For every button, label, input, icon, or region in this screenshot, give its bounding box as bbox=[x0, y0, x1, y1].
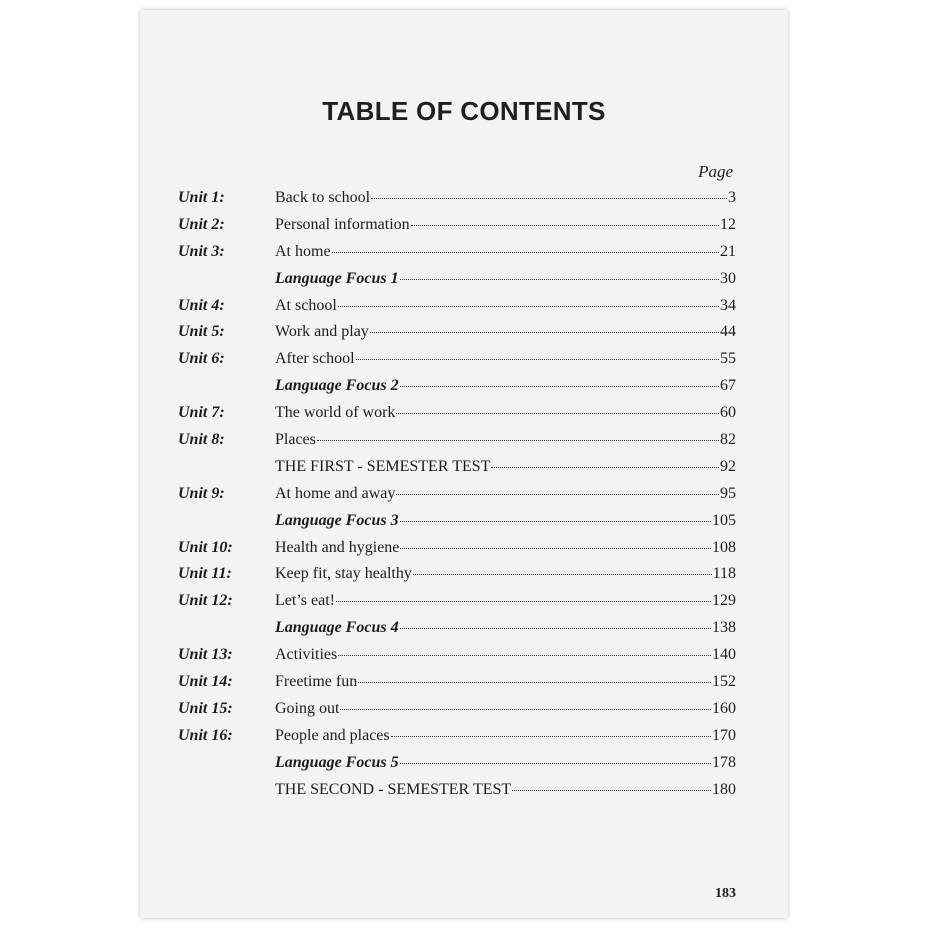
toc-page-number: 138 bbox=[712, 619, 736, 637]
toc-page-number: 67 bbox=[720, 377, 736, 395]
toc-entry-title: At home and away bbox=[275, 484, 396, 502]
dot-leader bbox=[356, 359, 719, 360]
toc-entry bbox=[275, 565, 736, 583]
toc-entry-title: People and places bbox=[275, 726, 390, 744]
toc-unit-label: Unit 9: bbox=[178, 484, 225, 502]
toc-row bbox=[178, 643, 736, 670]
toc-page-number: 118 bbox=[712, 565, 736, 583]
toc-unit-label: Unit 13: bbox=[178, 646, 233, 664]
toc-entry bbox=[275, 243, 736, 261]
toc-page-number: 140 bbox=[712, 646, 736, 664]
toc-entry bbox=[275, 619, 736, 637]
toc-page-number: 129 bbox=[712, 592, 736, 610]
toc-row bbox=[178, 428, 736, 455]
toc-entry-title: Personal information bbox=[275, 215, 410, 233]
toc-entry-title: Language Focus 5 bbox=[275, 753, 399, 771]
toc-entry bbox=[275, 539, 736, 557]
toc-row bbox=[178, 374, 736, 401]
toc-unit-label: Unit 15: bbox=[178, 699, 233, 717]
toc-row bbox=[178, 294, 736, 321]
dot-leader bbox=[491, 467, 719, 468]
toc-page-number: 170 bbox=[712, 726, 736, 744]
dot-leader bbox=[358, 682, 711, 683]
dot-leader bbox=[371, 198, 727, 199]
toc-page-number: 105 bbox=[712, 511, 736, 529]
toc-row bbox=[178, 778, 736, 805]
toc-row bbox=[178, 347, 736, 374]
toc-entry bbox=[275, 216, 736, 234]
toc-entry-title: Work and play bbox=[275, 323, 369, 341]
toc-unit-label: Unit 16: bbox=[178, 726, 233, 744]
dot-leader bbox=[400, 628, 711, 629]
toc-row bbox=[178, 240, 736, 267]
toc-entry-title: Let’s eat! bbox=[275, 592, 335, 610]
toc-entry bbox=[275, 781, 736, 799]
toc-entry-title: Freetime fun bbox=[275, 673, 358, 691]
dot-leader bbox=[396, 413, 719, 414]
toc-page-number: 82 bbox=[720, 431, 736, 449]
toc-entry-title: The world of work bbox=[275, 404, 396, 422]
toc-entry bbox=[275, 512, 736, 530]
toc-row bbox=[178, 320, 736, 347]
toc-row bbox=[178, 186, 736, 213]
toc-entry-title: Language Focus 4 bbox=[275, 619, 399, 637]
toc-row bbox=[178, 670, 736, 697]
toc-row bbox=[178, 724, 736, 751]
toc-entry-title: Language Focus 2 bbox=[275, 377, 399, 395]
toc-entry bbox=[275, 350, 736, 368]
toc-row bbox=[178, 697, 736, 724]
toc-entry bbox=[275, 700, 736, 718]
toc-unit-label: Unit 12: bbox=[178, 592, 233, 610]
toc-page-number: 55 bbox=[720, 350, 736, 368]
toc-page-number: 178 bbox=[712, 753, 736, 771]
table-of-contents bbox=[178, 186, 736, 804]
toc-row bbox=[178, 213, 736, 240]
page-title: TABLE OF CONTENTS bbox=[322, 96, 606, 126]
toc-unit-label: Unit 7: bbox=[178, 404, 225, 422]
dot-leader bbox=[370, 332, 719, 333]
toc-page-number: 92 bbox=[720, 457, 736, 475]
toc-entry bbox=[275, 189, 736, 207]
toc-entry bbox=[275, 404, 736, 422]
toc-row bbox=[178, 482, 736, 509]
toc-entry bbox=[275, 270, 736, 288]
toc-unit-label: Unit 10: bbox=[178, 538, 233, 556]
dot-leader bbox=[338, 306, 719, 307]
toc-row bbox=[178, 616, 736, 643]
toc-row bbox=[178, 589, 736, 616]
toc-unit-label: Unit 5: bbox=[178, 323, 225, 341]
toc-row bbox=[178, 751, 736, 778]
toc-entry bbox=[275, 431, 736, 449]
page-column-label: Page bbox=[698, 162, 733, 181]
toc-entry bbox=[275, 727, 736, 745]
toc-page-number: 95 bbox=[720, 484, 736, 502]
toc-row bbox=[178, 267, 736, 294]
toc-entry-title: Activities bbox=[275, 646, 338, 664]
toc-page-number: 160 bbox=[712, 699, 736, 717]
toc-entry bbox=[275, 673, 736, 691]
toc-unit-label: Unit 14: bbox=[178, 673, 233, 691]
toc-page-number: 108 bbox=[712, 538, 736, 556]
dot-leader bbox=[400, 763, 711, 764]
toc-row bbox=[178, 455, 736, 482]
toc-entry-title: Back to school bbox=[275, 189, 371, 206]
dot-leader bbox=[396, 494, 719, 495]
dot-leader bbox=[400, 279, 719, 280]
toc-page-number: 60 bbox=[720, 404, 736, 422]
toc-entry bbox=[275, 297, 736, 315]
toc-page-number: 12 bbox=[720, 215, 736, 233]
toc-row bbox=[178, 509, 736, 536]
toc-entry-title: After school bbox=[275, 350, 355, 368]
toc-page-number: 44 bbox=[720, 323, 736, 341]
toc-entry-title: Language Focus 1 bbox=[275, 269, 399, 287]
dot-leader bbox=[400, 386, 719, 387]
toc-unit-label: Unit 6: bbox=[178, 350, 225, 368]
toc-entry-title: At school bbox=[275, 296, 337, 314]
toc-unit-label: Unit 2: bbox=[178, 215, 225, 233]
toc-entry bbox=[275, 377, 736, 395]
toc-page-number: 30 bbox=[720, 269, 736, 287]
toc-page-number: 21 bbox=[720, 242, 736, 260]
dot-leader bbox=[400, 521, 711, 522]
toc-entry-title: Keep fit, stay healthy bbox=[275, 565, 412, 583]
dot-leader bbox=[336, 601, 711, 602]
toc-entry bbox=[275, 592, 736, 610]
dot-leader bbox=[411, 225, 719, 226]
toc-page-number: 3 bbox=[728, 189, 736, 206]
toc-row bbox=[178, 536, 736, 563]
toc-unit-label: Unit 4: bbox=[178, 296, 225, 314]
dot-leader bbox=[338, 655, 711, 656]
toc-entry-title: Going out bbox=[275, 699, 340, 717]
toc-page-number: 34 bbox=[720, 296, 736, 314]
book-page bbox=[140, 10, 788, 918]
toc-entry-title: At home bbox=[275, 242, 331, 260]
toc-unit-label: Unit 8: bbox=[178, 431, 225, 449]
toc-entry-title: Health and hygiene bbox=[275, 538, 400, 556]
toc-row bbox=[178, 562, 736, 589]
toc-entry bbox=[275, 754, 736, 772]
toc-entry-title: Language Focus 3 bbox=[275, 511, 399, 529]
toc-entry bbox=[275, 323, 736, 341]
dot-leader bbox=[391, 736, 711, 737]
dot-leader bbox=[413, 574, 712, 575]
toc-entry bbox=[275, 458, 736, 476]
toc-entry-title: THE SECOND - SEMESTER TEST bbox=[275, 780, 512, 798]
toc-unit-label: Unit 1: bbox=[178, 189, 225, 206]
dot-leader bbox=[332, 252, 719, 253]
dot-leader bbox=[317, 440, 719, 441]
dot-leader bbox=[340, 709, 711, 710]
toc-row bbox=[178, 401, 736, 428]
toc-entry-title: Places bbox=[275, 431, 316, 449]
dot-leader bbox=[400, 548, 711, 549]
toc-page-number: 180 bbox=[712, 780, 736, 798]
dot-leader bbox=[512, 790, 711, 791]
toc-unit-label: Unit 3: bbox=[178, 242, 225, 260]
toc-unit-label: Unit 11: bbox=[178, 565, 232, 583]
toc-entry bbox=[275, 485, 736, 503]
page-number: 183 bbox=[715, 886, 736, 901]
toc-entry-title: THE FIRST - SEMESTER TEST bbox=[275, 457, 491, 475]
toc-entry bbox=[275, 646, 736, 664]
toc-page-number: 152 bbox=[712, 673, 736, 691]
